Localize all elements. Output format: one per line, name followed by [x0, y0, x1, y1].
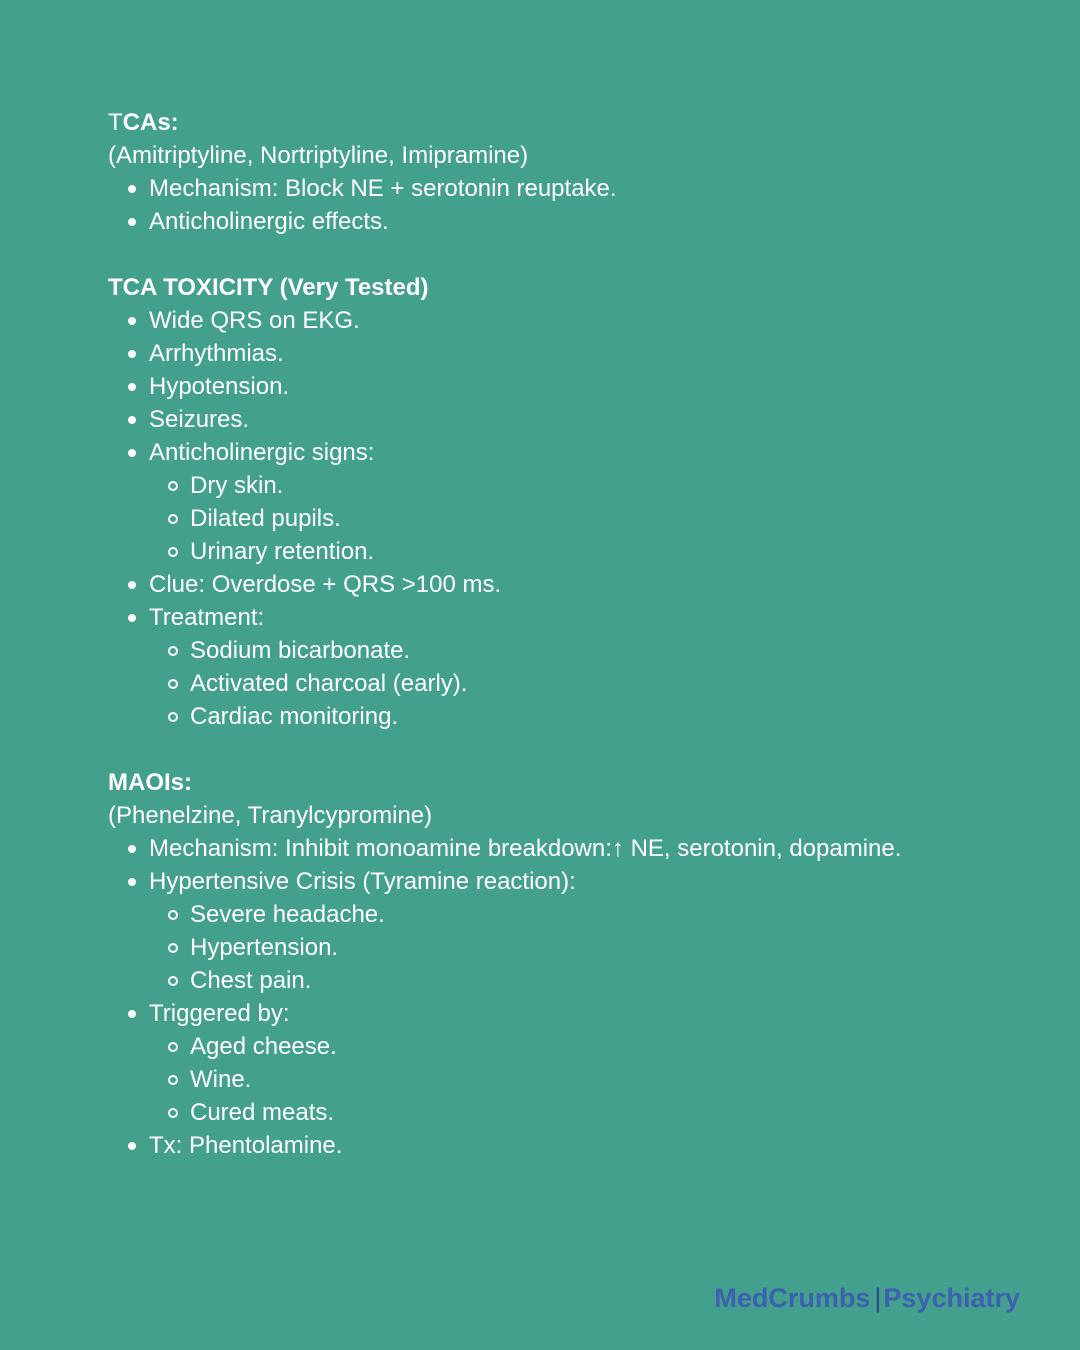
bullet-icon — [128, 581, 136, 589]
maoi-drug-list: (Phenelzine, Tranylcypromine) — [108, 802, 433, 829]
list-item — [149, 964, 1048, 997]
hollow-bullet-icon — [168, 547, 178, 557]
hollow-bullet-icon — [168, 514, 178, 524]
treatment-cardiac-monitoring: Cardiac monitoring. — [190, 703, 399, 730]
list-item — [149, 931, 1048, 964]
crisis-severe-headache: Severe headache. — [190, 901, 385, 928]
treatment-activated-charcoal: Activated charcoal (early). — [190, 670, 468, 697]
list-item — [108, 568, 1048, 601]
maoi-heading: MAOIs: — [108, 769, 192, 796]
list-item — [108, 832, 1048, 865]
list-item — [108, 403, 1048, 436]
list-item — [149, 667, 1048, 700]
bullet-icon — [128, 1010, 136, 1018]
list-item — [108, 304, 1048, 337]
section-spacer — [108, 733, 1048, 766]
maoi-treatment: Tx: Phentolamine. — [149, 1132, 343, 1159]
bullet-icon — [128, 614, 136, 622]
sign-dilated-pupils: Dilated pupils. — [190, 505, 341, 532]
treatment-sodium-bicarbonate: Sodium bicarbonate. — [190, 637, 411, 664]
maoi-bullet-list — [108, 832, 1048, 1162]
hollow-bullet-icon — [168, 679, 178, 689]
bullet-icon — [128, 350, 136, 358]
crisis-hypertension: Hypertension. — [190, 934, 339, 961]
list-item — [108, 601, 1048, 733]
list-item — [149, 502, 1048, 535]
toxicity-heading: TCA TOXICITY (Very Tested) — [108, 274, 429, 301]
list-item — [149, 700, 1048, 733]
list-item — [108, 370, 1048, 403]
list-item — [149, 1063, 1048, 1096]
hollow-bullet-icon — [168, 481, 178, 491]
toxicity-item-arrhythmias: Arrhythmias. — [149, 340, 284, 367]
maoi-triggered-label: Triggered by: — [149, 1000, 290, 1027]
hollow-bullet-icon — [168, 976, 178, 986]
hollow-bullet-icon — [168, 712, 178, 722]
section-spacer — [108, 238, 1048, 271]
tca-heading-rest: CAs: — [122, 109, 179, 136]
list-item — [108, 205, 1048, 238]
hollow-bullet-icon — [168, 1042, 178, 1052]
list-item — [149, 535, 1048, 568]
bullet-icon — [128, 449, 136, 457]
tca-bullet-list — [108, 172, 1048, 238]
toxicity-item-hypotension: Hypotension. — [149, 373, 290, 400]
tca-heading-prefix: T — [108, 109, 123, 136]
trigger-aged-cheese: Aged cheese. — [190, 1033, 337, 1060]
sign-urinary-retention: Urinary retention. — [190, 538, 375, 565]
list-item — [149, 634, 1048, 667]
anticholinergic-sign-list — [149, 469, 1048, 568]
toxicity-clue: Clue: Overdose + QRS >100 ms. — [149, 571, 502, 598]
sign-dry-skin: Dry skin. — [190, 472, 284, 499]
bullet-icon — [128, 317, 136, 325]
toxicity-item-wide-qrs: Wide QRS on EKG. — [149, 307, 360, 334]
hollow-bullet-icon — [168, 1108, 178, 1118]
bullet-icon — [128, 383, 136, 391]
crisis-chest-pain: Chest pain. — [190, 967, 312, 994]
tca-mechanism: Mechanism: Block NE + serotonin reuptake. — [149, 175, 617, 202]
trigger-list — [149, 1030, 1048, 1129]
toxicity-item-seizures: Seizures. — [149, 406, 250, 433]
list-item — [149, 1030, 1048, 1063]
maoi-mechanism: Mechanism: Inhibit monoamine breakdown:↑ NE, serotonin, dopamine. — [149, 835, 902, 862]
trigger-wine: Wine. — [190, 1066, 252, 1093]
brand-name: MedCrumbs — [714, 1283, 871, 1313]
trigger-cured-meats: Cured meats. — [190, 1099, 335, 1126]
list-item — [149, 898, 1048, 931]
list-item — [149, 469, 1048, 502]
toxicity-bullet-list — [108, 304, 1048, 733]
bullet-icon — [128, 845, 136, 853]
list-item — [108, 1129, 1048, 1162]
bullet-icon — [128, 185, 136, 193]
hollow-bullet-icon — [168, 943, 178, 953]
notes-content — [108, 106, 1048, 1162]
list-item — [108, 997, 1048, 1129]
list-item — [108, 172, 1048, 205]
list-item — [108, 436, 1048, 568]
hollow-bullet-icon — [168, 646, 178, 656]
brand-logo — [714, 1283, 1020, 1314]
list-item — [149, 1096, 1048, 1129]
toxicity-treatment-label: Treatment: — [149, 604, 265, 631]
bullet-icon — [128, 878, 136, 886]
bullet-icon — [128, 416, 136, 424]
list-item — [108, 337, 1048, 370]
hollow-bullet-icon — [168, 910, 178, 920]
crisis-symptom-list — [149, 898, 1048, 997]
tca-heading — [108, 106, 1048, 139]
tca-drug-list: (Amitriptyline, Nortriptyline, Imipramine) — [108, 142, 529, 169]
bullet-icon — [128, 1142, 136, 1150]
treatment-list — [149, 634, 1048, 733]
hollow-bullet-icon — [168, 1075, 178, 1085]
brand-topic: Psychiatry — [883, 1283, 1020, 1313]
toxicity-item-anticholinergic: Anticholinergic signs: — [149, 439, 375, 466]
maoi-crisis-label: Hypertensive Crisis (Tyramine reaction): — [149, 868, 576, 895]
bullet-icon — [128, 218, 136, 226]
tca-anticholinergic: Anticholinergic effects. — [149, 208, 389, 235]
brand-separator: | — [874, 1283, 882, 1313]
list-item — [108, 865, 1048, 997]
